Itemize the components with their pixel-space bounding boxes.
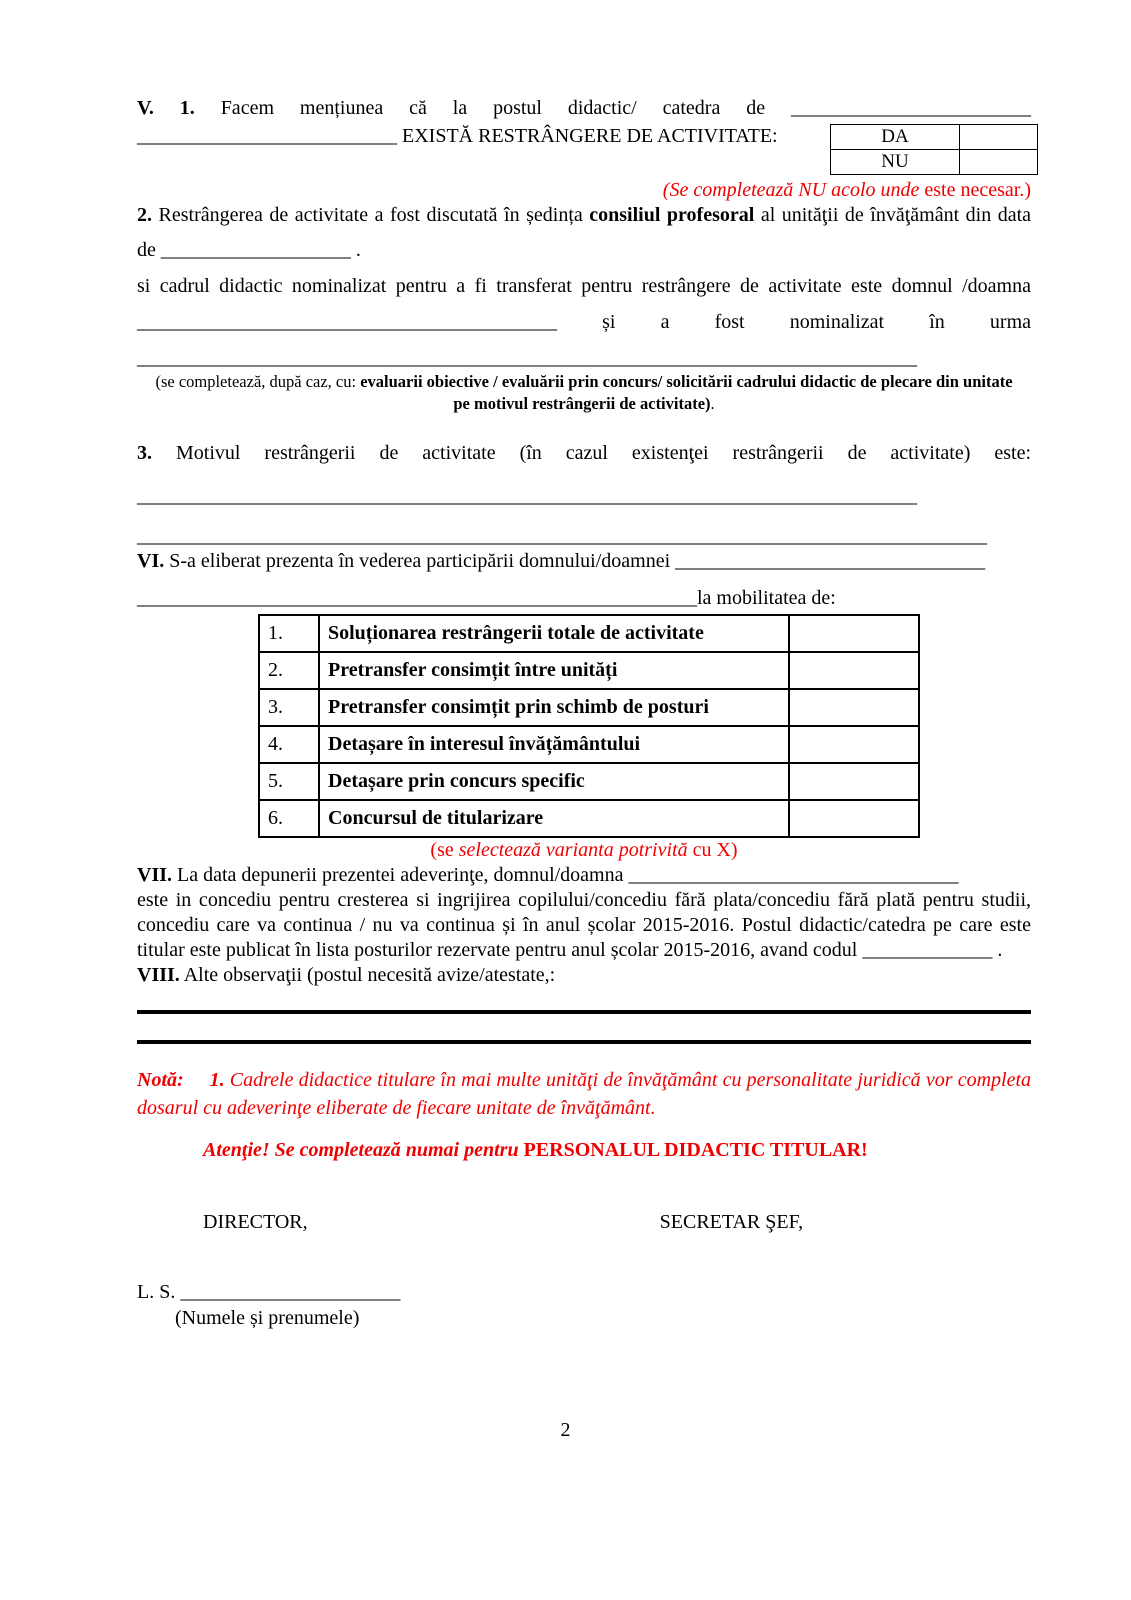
row-label: Soluționarea restrângerii totale de activitate bbox=[319, 615, 789, 652]
mobility-table bbox=[258, 614, 920, 838]
table-row bbox=[259, 800, 919, 837]
fill-in-blank-motive-2: _____________________________________________________________________________________ bbox=[137, 524, 987, 547]
nota-paragraph bbox=[137, 1066, 1031, 1122]
selection-note-suffix: cu X) bbox=[692, 838, 738, 861]
section-vi-marker: VI. bbox=[137, 549, 165, 572]
fill-in-blank-post: ________________________ bbox=[791, 97, 1032, 119]
footnote-bold-2: pe motivul restrângerii de activitate) bbox=[453, 393, 711, 413]
fill-in-blank-person: _______________________________ bbox=[675, 549, 986, 572]
section-vi-line1 bbox=[137, 549, 1031, 574]
nominee-text: si cadrul didactic nominalizat pentru a fi transferat pentru restrângere de activitate este domnul /doamna bbox=[137, 275, 1031, 297]
da-answer-cell bbox=[960, 125, 1038, 150]
section-v-marker: V. bbox=[137, 97, 154, 119]
selection-note-italic: selectează varianta potrivită bbox=[458, 838, 688, 861]
row-number: 3. bbox=[259, 689, 319, 726]
fill-in-blank-person-2: ________________________________________________________ bbox=[137, 586, 697, 609]
section-vii-body bbox=[137, 888, 1031, 963]
nota-item-number: 1. bbox=[209, 1068, 225, 1091]
section-2-intro-bold: consiliul profesoral bbox=[589, 204, 755, 226]
horizontal-rule-1 bbox=[137, 1010, 1031, 1014]
section-vii-line1-text: La data depunerii prezentei adeverinţe, domnul/doamna bbox=[177, 863, 624, 886]
da-row bbox=[831, 125, 1038, 150]
section-2-intro-text: Restrângerea de activitate a fost discutată în ședința bbox=[158, 204, 583, 226]
row-number: 4. bbox=[259, 726, 319, 763]
section-2-date-line bbox=[137, 238, 1031, 263]
date-prefix: de bbox=[137, 239, 156, 261]
date-suffix: . bbox=[355, 239, 361, 261]
row-select-cell bbox=[789, 726, 919, 763]
fill-in-blank-name: __________________________________________ bbox=[137, 311, 557, 333]
section-v-line1 bbox=[137, 96, 1031, 121]
attention-italic: Atenţie! Se completează numai pentru bbox=[203, 1138, 519, 1161]
selection-note-prefix: (se bbox=[430, 838, 454, 861]
page-number: 2 bbox=[560, 1419, 571, 1441]
section-v-item-number: 1. bbox=[179, 97, 195, 119]
note-italic-part: (Se completează NU acolo unde bbox=[662, 179, 920, 201]
section-vi-line1-text: S-a eliberat prezenta în vederea participării domnului/doamnei bbox=[169, 549, 671, 572]
section-2-intro bbox=[137, 203, 1031, 228]
section-2-marker: 2. bbox=[137, 204, 152, 226]
section-v-line1-text: Facem mențiunea că la postul didactic/ catedra de bbox=[220, 97, 766, 119]
section-viii-marker: VIII. bbox=[137, 963, 180, 986]
table-selection-note bbox=[137, 838, 1031, 863]
row-number: 6. bbox=[259, 800, 319, 837]
row-select-cell bbox=[789, 689, 919, 726]
fill-in-blank-code: _____________ bbox=[862, 938, 993, 961]
section-3-line bbox=[137, 441, 1031, 466]
row-select-cell bbox=[789, 763, 919, 800]
section-vii-body-text: este in concediu pentru cresterea si ingrijirea copilului/concediu fără plata/concediu fără plată pentru studii, concediu care va continua / nu va continua și în anul școlar 2015-2016. Postul didactic/catedra pe care este titular este publicat în lista posturilor rezervate pentru anul școlar 2015-2016, avand codul bbox=[137, 888, 1031, 961]
section-vii-line1 bbox=[137, 863, 1031, 888]
section-viii-text: Alte observaţii (postul necesită avize/atestate,: bbox=[183, 963, 556, 986]
fill-in-blank-person-3: _________________________________ bbox=[628, 863, 959, 886]
row-select-cell bbox=[789, 800, 919, 837]
fill-in-blank-reason: ______________________________________________________________________________ bbox=[137, 347, 917, 369]
section-2-full-blank-line bbox=[137, 346, 1031, 371]
fill-in-blank-date: ___________________ bbox=[160, 239, 351, 261]
footnote-suffix: . bbox=[710, 393, 715, 413]
row-label: Pretransfer consimțit între unități bbox=[319, 652, 789, 689]
row-label: Pretransfer consimțit prin schimb de posturi bbox=[319, 689, 789, 726]
row-select-cell bbox=[789, 615, 919, 652]
signature-row bbox=[137, 1210, 1031, 1235]
ls-caption-text: (Numele și prenumele) bbox=[175, 1306, 360, 1329]
section-vii-body-suffix: . bbox=[997, 938, 1003, 961]
row-label: Concursul de titularizare bbox=[319, 800, 789, 837]
section-viii-line bbox=[137, 963, 1031, 988]
table-row bbox=[259, 763, 919, 800]
secretary-label: SECRETAR ŞEF, bbox=[659, 1210, 804, 1233]
fill-in-blank-signature: ______________________ bbox=[180, 1280, 401, 1303]
footnote-bold-1: evaluarii obiective / evaluării prin concurs/ solicitării cadrului didactic de plecare din unitate bbox=[360, 372, 1013, 391]
section-2-footnote bbox=[137, 371, 1031, 415]
name-line-tail: și a fost nominalizat în urma bbox=[602, 311, 1032, 333]
attention-line bbox=[203, 1138, 1031, 1163]
row-number: 2. bbox=[259, 652, 319, 689]
da-label-cell: DA bbox=[831, 125, 960, 150]
row-label: Detașare în interesul învățământului bbox=[319, 726, 789, 763]
table-row bbox=[259, 615, 919, 652]
table-row bbox=[259, 689, 919, 726]
note-regular-part: este necesar.) bbox=[924, 179, 1031, 201]
row-label: Detașare prin concurs specific bbox=[319, 763, 789, 800]
table-row bbox=[259, 652, 919, 689]
section-3-blank-1 bbox=[137, 484, 1031, 509]
nu-row bbox=[831, 149, 1038, 174]
section-vii-marker: VII. bbox=[137, 863, 173, 886]
section-3-text: Motivul restrângerii de activitate (în cazul existenţei restrângerii de activitate) este: bbox=[175, 441, 1032, 464]
row-number: 5. bbox=[259, 763, 319, 800]
row-select-cell bbox=[789, 652, 919, 689]
section-3-marker: 3. bbox=[137, 441, 152, 464]
fill-in-blank-motive-1: ______________________________________________________________________________ bbox=[137, 484, 917, 507]
fill-in-blank-unit: __________________________ bbox=[137, 125, 397, 147]
attention-bold: PERSONALUL DIDACTIC TITULAR! bbox=[523, 1138, 868, 1161]
section-vi-line2-text: la mobilitatea de: bbox=[697, 586, 836, 609]
ls-label: L. S. bbox=[137, 1280, 176, 1303]
section-2-intro-tail: al unităţii de învăţământ din data bbox=[760, 204, 1032, 226]
footnote-prefix: (se completează, după caz, cu: bbox=[155, 372, 357, 391]
nota-text: Cadrele didactice titulare în mai multe unităţi de învăţământ cu personalitate juridică vor completa dosarul cu adeverinţe eliberate de fiecare unitate de învăţământ. bbox=[137, 1068, 1032, 1119]
da-nu-table bbox=[830, 124, 1038, 175]
director-label: DIRECTOR, bbox=[203, 1210, 308, 1233]
nu-answer-cell bbox=[960, 149, 1038, 174]
horizontal-rule-2 bbox=[137, 1040, 1031, 1044]
section-3-blank-2 bbox=[137, 524, 1031, 549]
ls-line bbox=[137, 1280, 1031, 1305]
ls-caption bbox=[175, 1306, 1031, 1331]
section-vi-line2 bbox=[137, 586, 1031, 611]
nota-label: Notă: bbox=[137, 1068, 184, 1091]
table-row bbox=[259, 726, 919, 763]
nu-label-cell: NU bbox=[831, 149, 960, 174]
section-2-nominee-line bbox=[137, 274, 1031, 299]
section-v-line2-text: EXISTĂ RESTRÂNGERE DE ACTIVITATE: bbox=[402, 125, 778, 147]
section-v-red-note bbox=[137, 178, 1031, 203]
row-number: 1. bbox=[259, 615, 319, 652]
section-2-name-blank-line bbox=[137, 310, 1031, 335]
